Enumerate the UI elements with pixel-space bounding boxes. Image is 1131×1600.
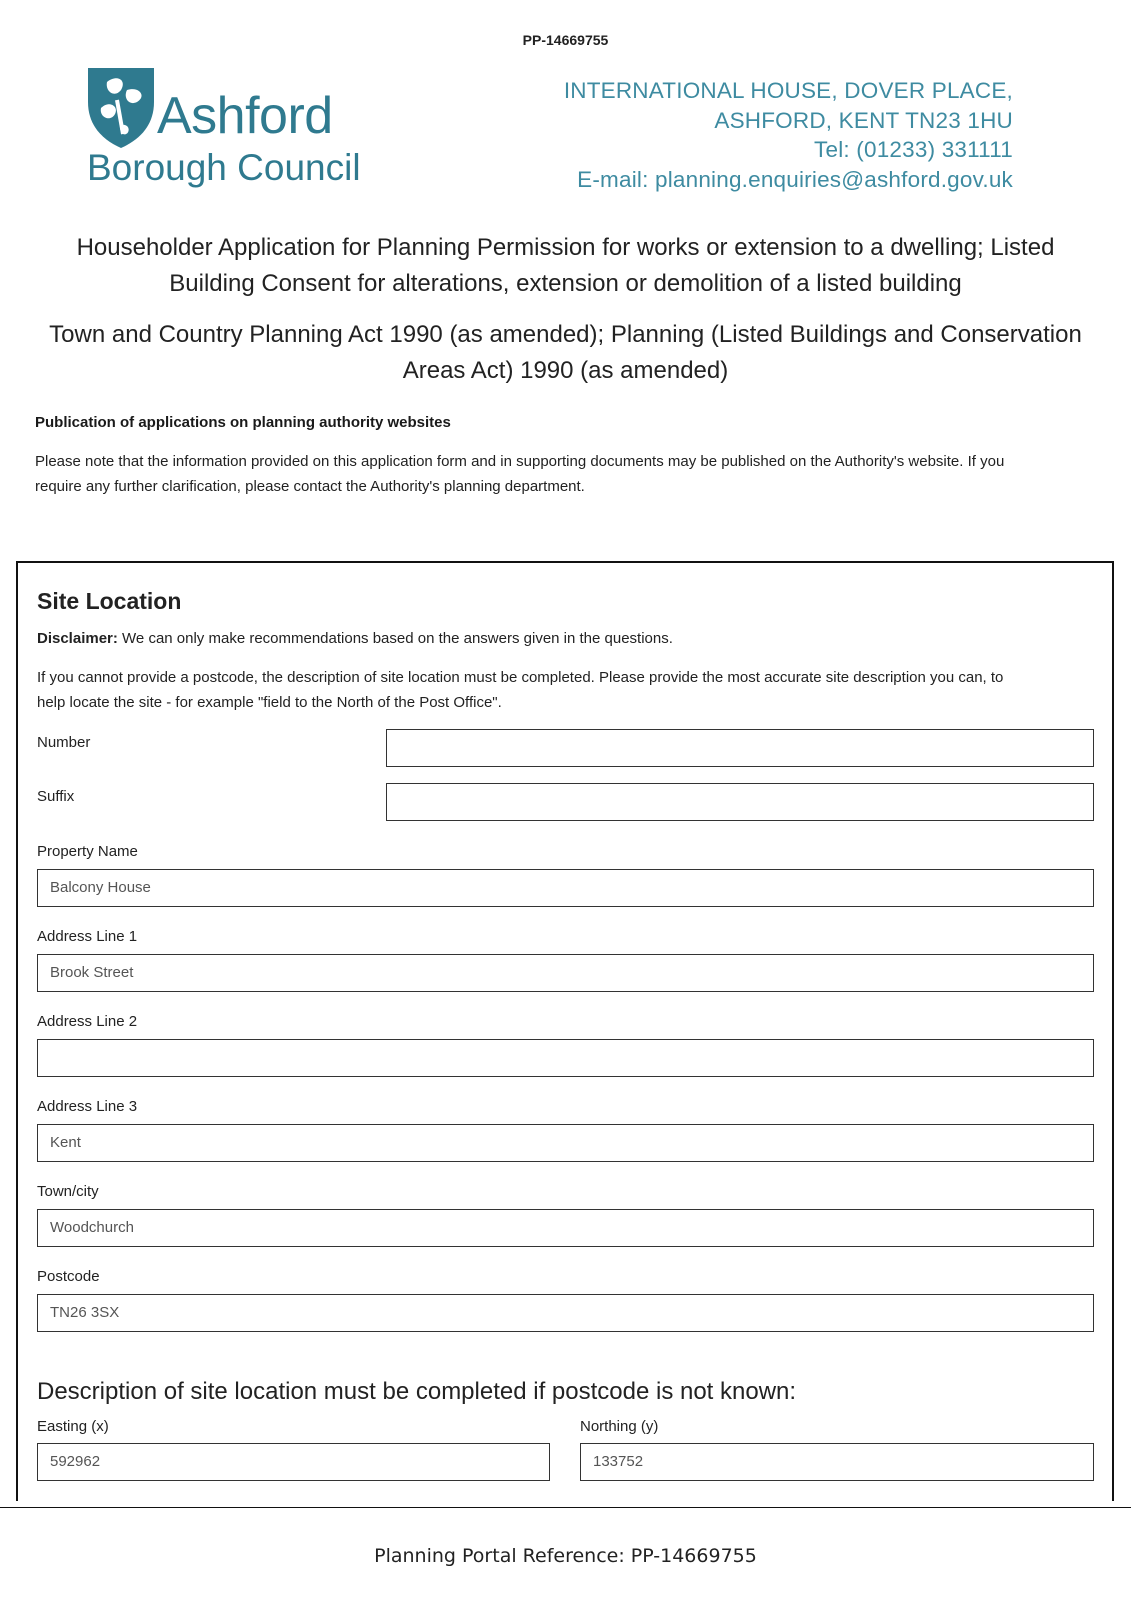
council-shield-icon: [87, 68, 157, 150]
address-line-3-input[interactable]: Kent: [37, 1124, 1094, 1162]
address-line-2-input[interactable]: [37, 1039, 1094, 1077]
logo-text-ashford: Ashford: [157, 87, 333, 145]
town-city-label: Town/city: [37, 1183, 99, 1200]
postcode-label: Postcode: [37, 1268, 100, 1285]
legislation-title: Town and Country Planning Act 1990 (as amended); Planning (Listed Buildings and Conservation Areas Act) 1990 (as amended): [49, 321, 1082, 384]
reference-number: PP-14669755: [522, 32, 609, 48]
council-address: [564, 76, 1013, 194]
telephone: Tel: (01233) 331111: [814, 137, 1013, 162]
postcode-note: If you cannot provide a postcode, the description of site location must be completed. Please provide the most accurate site description you can, to help locate the site - for example "field to the North of the Post Office".: [37, 669, 1004, 711]
council-logo: [87, 68, 367, 193]
footer-reference: Planning Portal Reference: PP-14669755: [374, 1545, 757, 1567]
address-line: ASHFORD, KENT TN23 1HU: [714, 107, 1013, 133]
site-description-heading: Description of site location must be completed if postcode is not known:: [37, 1378, 797, 1405]
number-label: Number: [37, 734, 91, 751]
suffix-input[interactable]: [386, 783, 1094, 821]
section-title: Site Location: [37, 588, 182, 614]
easting-label: Easting (x): [37, 1418, 109, 1435]
address-line: INTERNATIONAL HOUSE, DOVER PLACE,: [563, 78, 1013, 103]
publication-notice: Please note that the information provided on this application form and in supporting documents may be published on the Authority's website. If you require any further clarification, please contact the Authority's planning department.: [35, 453, 1005, 495]
property-name-input[interactable]: Balcony House: [37, 869, 1094, 907]
disclaimer: Disclaimer: We can only make recommendations based on the answers given in the questions.: [37, 630, 673, 647]
number-input[interactable]: [386, 729, 1094, 767]
town-city-input[interactable]: Woodchurch: [37, 1209, 1094, 1247]
form-title: Householder Application for Planning Permission for works or extension to a dwelling; Listed Building Consent for alterations, extension or demolition of a listed building: [76, 234, 1055, 297]
northing-input[interactable]: 133752: [580, 1443, 1094, 1481]
northing-label: Northing (y): [580, 1418, 659, 1435]
suffix-label: Suffix: [37, 788, 75, 805]
publication-heading: Publication of applications on planning authority websites: [35, 414, 451, 431]
address-line-3-label: Address Line 3: [37, 1098, 138, 1115]
address-line-1-label: Address Line 1: [37, 928, 138, 945]
section-divider: [0, 1507, 1131, 1508]
property-name-label: Property Name: [37, 843, 138, 860]
email: E-mail: planning.enquiries@ashford.gov.uk: [577, 166, 1013, 192]
address-line-1-input[interactable]: Brook Street: [37, 954, 1094, 992]
easting-input[interactable]: 592962: [37, 1443, 550, 1481]
logo-text-borough-council: Borough Council: [87, 147, 361, 188]
postcode-input[interactable]: TN26 3SX: [37, 1294, 1094, 1332]
address-line-2-label: Address Line 2: [37, 1013, 138, 1030]
